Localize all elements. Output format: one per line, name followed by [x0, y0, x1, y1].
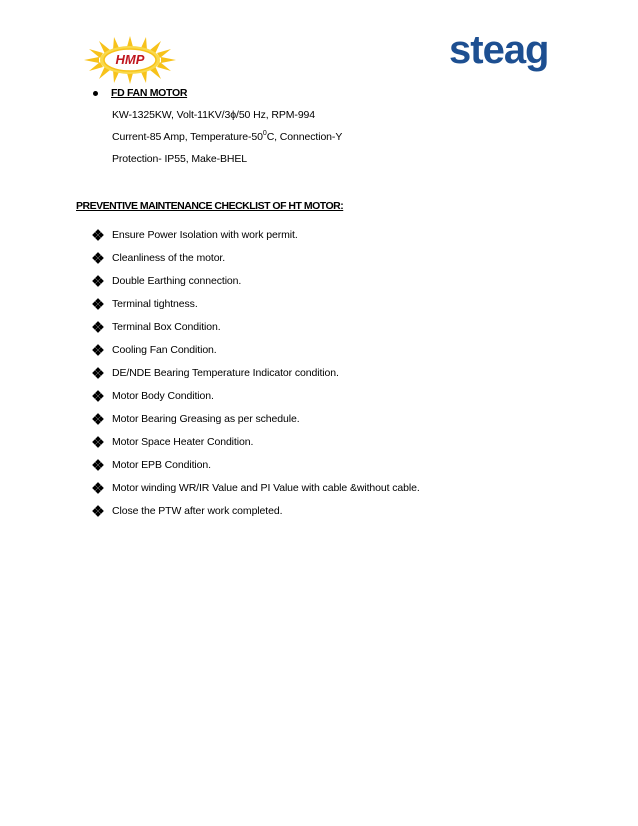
spec-line-protection: Protection- IP55, Make-BHEL	[112, 153, 248, 165]
diamond-bullet-icon	[93, 230, 103, 240]
diamond-bullet-icon	[93, 345, 103, 355]
diamond-bullet-icon	[93, 391, 103, 401]
steag-logo: steag	[449, 28, 549, 72]
diamond-bullet-icon	[93, 368, 103, 378]
diamond-bullet-icon	[93, 276, 103, 286]
list-item	[93, 338, 420, 361]
list-item	[93, 361, 420, 384]
hmp-logo-text: HMP	[115, 52, 145, 67]
checklist	[93, 223, 420, 522]
hmp-logo	[77, 35, 183, 85]
list-item-text: DE/NDE Bearing Temperature Indicator condition.	[112, 366, 339, 379]
list-item	[93, 476, 420, 499]
bullet-icon	[93, 91, 98, 96]
list-item	[93, 223, 420, 246]
spec-line-current	[112, 126, 573, 148]
list-item	[93, 499, 420, 522]
list-item-text: Motor winding WR/IR Value and PI Value with cable &without cable.	[112, 481, 420, 494]
list-item-text: Cleanliness of the motor.	[112, 251, 226, 264]
list-item-text: Terminal tightness.	[112, 297, 198, 310]
list-item-text: Motor Space Heater Condition.	[112, 435, 254, 448]
diamond-bullet-icon	[93, 483, 103, 493]
diamond-bullet-icon	[93, 299, 103, 309]
list-item	[93, 246, 420, 269]
spec-current-text: Current-85 Amp, Temperature-50	[112, 131, 263, 143]
list-item	[93, 384, 420, 407]
list-item-text: Motor Body Condition.	[112, 389, 214, 402]
list-item	[93, 269, 420, 292]
list-item	[93, 315, 420, 338]
list-item-text: Close the PTW after work completed.	[112, 504, 283, 517]
list-item-text: Cooling Fan Condition.	[112, 343, 217, 356]
list-item	[93, 292, 420, 315]
motor-spec-block	[93, 84, 573, 170]
list-item	[93, 430, 420, 453]
motor-title: FD FAN MOTOR	[111, 87, 188, 99]
motor-title-row	[93, 84, 573, 102]
checklist-heading: PREVENTIVE MAINTENANCE CHECKLIST OF HT MOTOR:	[76, 200, 344, 212]
spec-connection-text: C, Connection-Y	[266, 131, 343, 143]
diamond-bullet-icon	[93, 322, 103, 332]
diamond-bullet-icon	[93, 460, 103, 470]
list-item-text: Motor EPB Condition.	[112, 458, 211, 471]
list-item-text: Motor Bearing Greasing as per schedule.	[112, 412, 300, 425]
diamond-bullet-icon	[93, 437, 103, 447]
diamond-bullet-icon	[93, 253, 103, 263]
diamond-bullet-icon	[93, 506, 103, 516]
list-item	[93, 407, 420, 430]
spec-degree-sup: 0	[262, 130, 267, 137]
diamond-bullet-icon	[93, 414, 103, 424]
spec-line-power: KW-1325KW, Volt-11KV/3ϕ/50 Hz, RPM-994	[112, 109, 316, 121]
list-item-text: Ensure Power Isolation with work permit.	[112, 228, 298, 241]
list-item	[93, 453, 420, 476]
list-item-text: Double Earthing connection.	[112, 274, 242, 287]
list-item-text: Terminal Box Condition.	[112, 320, 221, 333]
